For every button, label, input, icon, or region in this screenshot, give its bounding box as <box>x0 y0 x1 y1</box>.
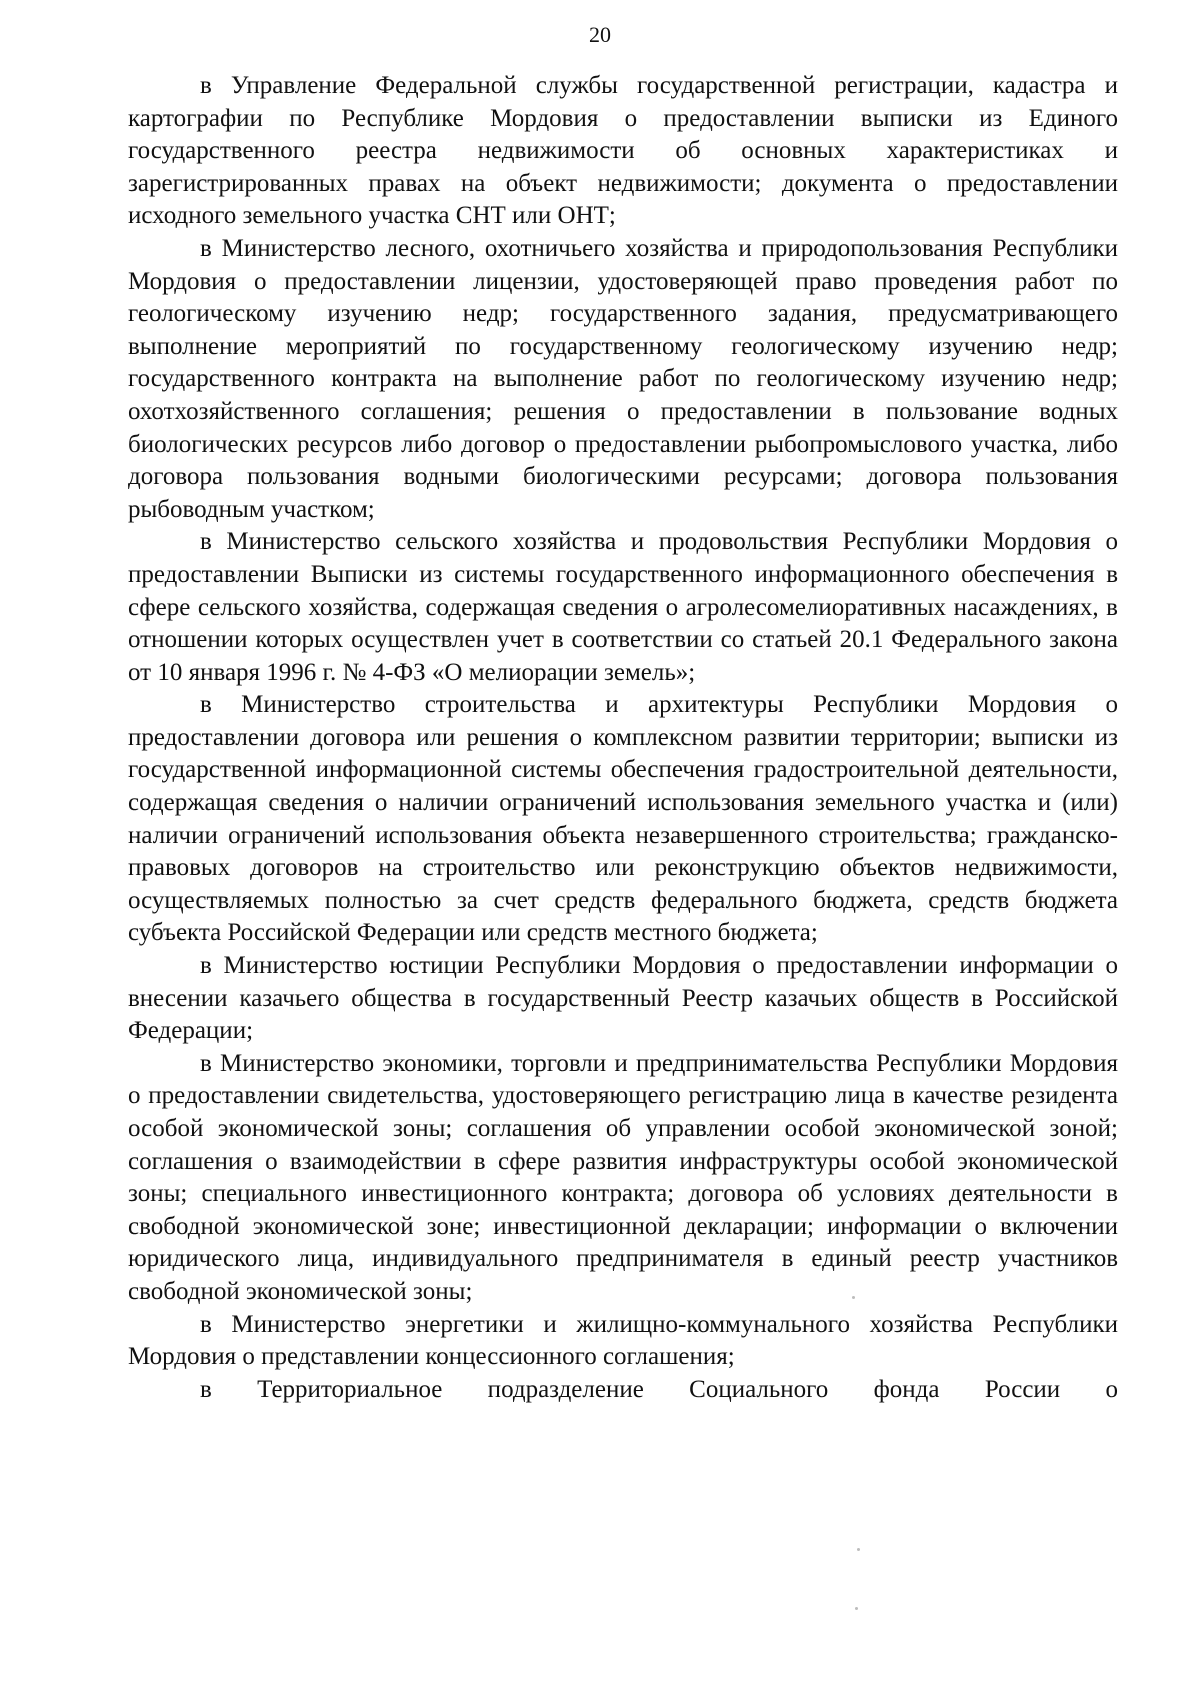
paragraph-social-fund: в Территориальное подразделение Социального фонда России о <box>200 1375 1118 1403</box>
scan-speck <box>857 1548 860 1551</box>
paragraph-agriculture-ministry: в Министерство сельского хозяйства и продовольствия Республики Мордовия о предоставлении Выписки из системы государственного информационного обеспечения в сфере сельского хозяйства, содержащая сведения о агролесомелиоративных насаждениях, в отношении которых осуществлен учет в соответствии со статьей 20.1 Федерального закона от 10 января 1996 г. № 4-ФЗ «О мелиорации земель»; <box>128 528 1118 686</box>
scan-speck <box>852 1296 855 1299</box>
paragraph-construction-ministry: в Министерство строительства и архитектуры Республики Мордовия о предоставлении договора или решения о комплексном развитии территории; выписки из государственной информационной системы обеспечения градостроительной деятельности, содержащая сведения о наличии ограничений использования земельного участка и (или) наличии ограничений использования объекта незавершенного строительства; гражданско-правовых договоров на строительство или реконструкцию объектов недвижимости, осуществляемых полностью за счет средств федерального бюджета, средств бюджета субъекта Российской Федерации или средств местного бюджета; <box>128 691 1118 947</box>
page-number: 20 <box>589 22 611 47</box>
paragraph-energy-ministry: в Министерство энергетики и жилищно-коммунального хозяйства Республики Мордовия о представлении концессионного соглашения; <box>128 1310 1118 1371</box>
document-body <box>128 70 1118 1406</box>
paragraph-forestry-ministry: в Министерство лесного, охотничьего хозяйства и природопользования Республики Мордовия о предоставлении лицензии, удостоверяющей право проведения работ по геологическому изучению недр; государственного задания, предусматривающего выполнение мероприятий по государственному геологическому изучению недр; государственного контракта на выполнение работ по геологическому изучению недр; охотхозяйственного соглашения; решения о предоставлении в пользование водных биологических ресурсов либо договор о предоставлении рыбопромыслового участка, либо договора пользования водными биологическими ресурсами; договора пользования рыбоводным участком; <box>128 234 1118 523</box>
paragraph-rosreestr: в Управление Федеральной службы государственной регистрации, кадастра и картографии по Республике Мордовия о предоставлении выписки из Единого государственного реестра недвижимости об основных характеристиках и зарегистрированных правах на объект недвижимости; документа о предоставлении исходного земельного участка СНТ или ОНТ; <box>128 72 1118 230</box>
paragraph-justice-ministry: в Министерство юстиции Республики Мордовия о предоставлении информации о внесении казачьего общества в государственный Реестр казачьих обществ в Российской Федерации; <box>128 952 1118 1045</box>
paragraph-economy-ministry: в Министерство экономики, торговли и предпринимательства Республики Мордовия о предоставлении свидетельства, удостоверяющего регистрацию лица в качестве резидента особой экономической зоны; соглашения об управлении особой экономической зоной; соглашения о взаимодействии в сфере развития инфраструктуры особой экономической зоны; специального инвестиционного контракта; договора об условиях деятельности в свободной экономической зоне; инвестиционной декларации; информации о включении юридического лица, индивидуального предпринимателя в единый реестр участников свободной экономической зоны; <box>128 1049 1118 1305</box>
scan-speck <box>855 1607 858 1610</box>
